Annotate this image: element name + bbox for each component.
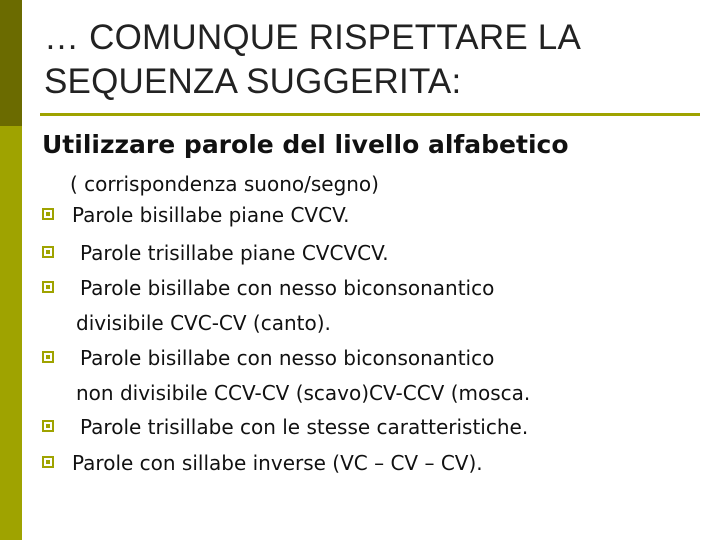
bullet-item-4-continuation: non divisibile CCV-CV (scavo)CV-CCV (mosca. [76, 381, 531, 405]
subheading: ( corrispondenza suono/segno) [70, 172, 379, 196]
slide-title-line-1: … COMUNQUE RISPETTARE LA [44, 18, 581, 57]
hollow-square-bullet-icon [42, 246, 54, 258]
hollow-square-bullet-icon [42, 208, 54, 220]
title-divider [40, 113, 700, 116]
sidebar-accent-top [0, 0, 22, 126]
slide-heading: Utilizzare parole del livello alfabetico [42, 130, 569, 159]
hollow-square-bullet-icon [42, 351, 54, 363]
bullet-item-2: Parole trisillabe piane CVCVCV. [80, 241, 389, 265]
hollow-square-bullet-icon [42, 456, 54, 468]
bullet-item-6: Parole con sillabe inverse (VC – CV – CV). [72, 451, 483, 475]
hollow-square-bullet-icon [42, 420, 54, 432]
bullet-item-4: Parole bisillabe con nesso biconsonantico [80, 346, 495, 370]
slide-title-line-2: SEQUENZA SUGGERITA: [44, 62, 462, 101]
bullet-item-5: Parole trisillabe con le stesse caratteristiche. [80, 415, 529, 439]
slide-title [44, 16, 704, 104]
sidebar-accent-bottom [0, 126, 22, 540]
bullet-item-3-continuation: divisibile CVC-CV (canto). [76, 311, 331, 335]
bullet-item-1: Parole bisillabe piane CVCV. [72, 203, 350, 227]
hollow-square-bullet-icon [42, 281, 54, 293]
bullet-item-3: Parole bisillabe con nesso biconsonantico [80, 276, 495, 300]
